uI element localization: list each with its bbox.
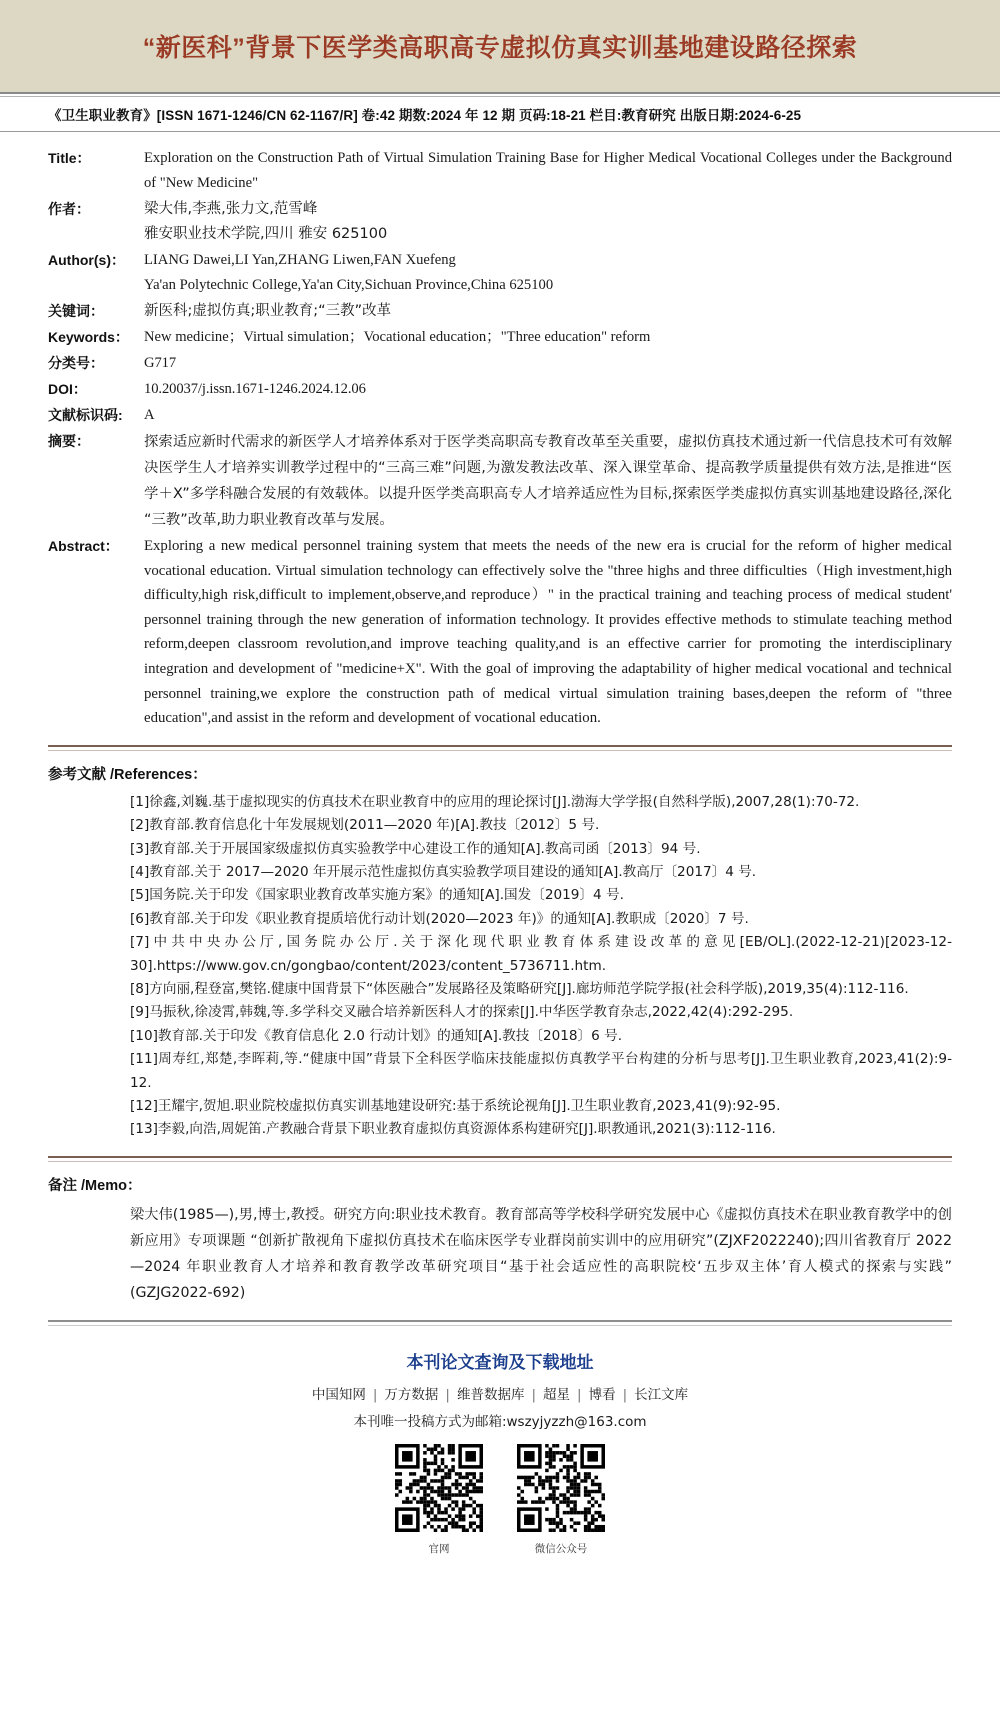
field-clc bbox=[48, 351, 952, 376]
field-doi bbox=[48, 377, 952, 402]
footer-submission-mail: 本刊唯一投稿方式为邮箱:wszyjyzzh@163.com bbox=[353, 1413, 647, 1430]
authors-en-names: LIANG Dawei,LI Yan,ZHANG Liwen,FAN Xuefeng bbox=[144, 252, 456, 268]
field-value-abstract-en: Exploring a new medical personnel training system that meets the needs of the new era is crucial for the reform of higher medical vocational education. Virtual simulation technology can effectively solve the "three highs and three difficulties（High investment,high difficulty,high risk,difficult to implement,observe,and reproduce）" in the practical training and teaching process of medical student' personnel training through the new generation of information technology. It provides effective methods to stimulate teaching method reform,deepen classroom revolution,and improve teaching quality,and is an effective carrier for promoting the interdisciplinary integration and development of "medicine+X". With the goal of improving the adaptability of higher medical vocational and technical personnel training,we explore the construction path of medical virtual simulation training bases,deepen the reform of "three education",and assist in the reform and development of vocational education. bbox=[144, 538, 952, 727]
field-label-keywords-cn: 关键词： bbox=[48, 303, 104, 319]
field-value-document-code: A bbox=[144, 407, 155, 423]
footer-database-link[interactable]: 超星 bbox=[543, 1386, 571, 1403]
footer-database-link[interactable]: 维普数据库 bbox=[456, 1386, 525, 1403]
footer-database-link[interactable]: 长江文库 bbox=[634, 1386, 689, 1403]
reference-item: [2]教育部.教育信息化十年发展规划(2011—2020 年)[A].教技〔2012〕5 号. bbox=[130, 817, 600, 834]
memo-body: 梁大伟(1985—),男,博士,教授。研究方向:职业技术教育。教育部高等学校科学研究发展中心《虚拟仿真技术在职业教育教学中的创新应用》专项课题 “创新扩散视角下虚拟仿真技术在临床医学专业群岗前实训中的应用研究”(ZJXF2022240);四川省教育厅 2022—2024 年职业教育人才培养和教育教学改革研究项目“基于社会适应性的高职院校‘五步双主体’育人模式的探索与实践”(GZJG2022-692) bbox=[130, 1206, 952, 1301]
references-list bbox=[0, 791, 1000, 1142]
authors-en-affiliation: Ya'an Polytechnic College,Ya'an City,Sichuan Province,China 625100 bbox=[144, 277, 554, 293]
metadata-fields bbox=[0, 132, 1000, 731]
reference-item: [5]国务院.关于印发《国家职业教育改革实施方案》的通知[A].国发〔2019〕4 号. bbox=[130, 887, 624, 904]
reference-item: [6]教育部.关于印发《职业教育提质培优行动计划(2020—2023 年)》的通知[A].教职成〔2020〕7 号. bbox=[130, 910, 749, 927]
field-label-authors-en: Author(s)： bbox=[48, 252, 125, 268]
field-value-abstract-cn: 探索适应新时代需求的新医学人才培养体系对于医学类高职高专教育改革至关重要，虚拟仿真技术通过新一代信息技术可有效解决医学生人才培养实训教学过程中的“三高三难”问题,为激发教法改革、深入课堂革命、提高教学质量提供有效方法,是推进“医学＋X”多学科融合发展的有效载体。以提升医学类高职高专人才培养适应性为目标,探索医学类虚拟仿真实训基地建设路径,深化“三教”改革,助力职业教育改革与发展。 bbox=[144, 434, 952, 528]
field-value-keywords-cn: 新医科;虚拟仿真;职业教育;“三教”改革 bbox=[144, 303, 392, 319]
field-keywords-en bbox=[48, 325, 952, 350]
field-document-code bbox=[48, 403, 952, 428]
reference-item: [4]教育部.关于 2017—2020 年开展示范性虚拟仿真实验教学项目建设的通知[A].教高厅〔2017〕4 号. bbox=[130, 863, 757, 880]
footer-divider: | bbox=[445, 1386, 450, 1403]
field-value-doi[interactable]: 10.20037/j.issn.1671-1246.2024.12.06 bbox=[144, 381, 366, 397]
field-authors-cn bbox=[48, 197, 952, 247]
authors-cn-affiliation: 雅安职业技术学院,四川 雅安 625100 bbox=[144, 226, 388, 242]
field-label-keywords-en: Keywords： bbox=[48, 329, 129, 345]
field-keywords-cn bbox=[48, 299, 952, 324]
field-label-clc: 分类号： bbox=[48, 355, 104, 371]
footer-database-link[interactable]: 博看 bbox=[588, 1386, 616, 1403]
qr-code-icon[interactable] bbox=[517, 1444, 605, 1537]
qr-code-block bbox=[517, 1444, 605, 1556]
qr-code-row bbox=[0, 1444, 1000, 1556]
journal-meta-line: 《卫生职业教育》[ISSN 1671-1246/CN 62-1167/R] 卷:42 期数:2024 年 12 期 页码:18-21 栏目:教育研究 出版日期:2024-6-25 bbox=[48, 108, 802, 123]
reference-item: [12]王耀宇,贺旭.职业院校虚拟仿真实训基地建设研究:基于系统论视角[J].卫生职业教育,2023,41(9):92-95. bbox=[130, 1098, 781, 1115]
footer-divider: | bbox=[531, 1386, 537, 1403]
field-value-keywords-en: New medicine；Virtual simulation；Vocational education；"Three education" reform bbox=[144, 329, 651, 345]
footer-divider: | bbox=[622, 1386, 628, 1403]
reference-item: [11]周寿红,郑楚,李晖莉,等.“健康中国”背景下全科医学临床技能虚拟仿真教学平台构建的分析与思考[J].卫生职业教育,2023,41(2):9-12. bbox=[130, 1051, 952, 1091]
field-value-authors-en bbox=[144, 248, 952, 298]
footer-separator bbox=[48, 1320, 952, 1326]
field-value-clc: G717 bbox=[144, 355, 177, 371]
field-abstract-cn bbox=[48, 429, 952, 533]
reference-item: [13]李毅,向浩,周妮笛.产教融合背景下职业教育虚拟仿真资源体系构建研究[J].职教通讯,2021(3):112-116. bbox=[130, 1121, 776, 1138]
reference-item: [9]马振秋,徐凌霄,韩魏,等.多学科交叉融合培养新医科人才的探索[J].中华医学教育杂志,2022,42(4):292-295. bbox=[130, 1004, 794, 1021]
qr-code-caption: 微信公众号 bbox=[534, 1542, 588, 1555]
field-label-abstract-cn: 摘要： bbox=[48, 433, 90, 449]
footer-title: 本刊论文查询及下载地址 bbox=[406, 1352, 594, 1372]
qr-code-block bbox=[395, 1444, 483, 1556]
footer bbox=[0, 1338, 1000, 1556]
page-title: “新医科”背景下医学类高职高专虚拟仿真实训基地建设路径探索 bbox=[142, 34, 858, 62]
reference-item: [7]中共中央办公厅,国务院办公厅.关于深化现代职业教育体系建设改革的意见[EB/OL].(2022-12-21)[2023-12-30].https://www.gov.cn/gongbao/content/2023/content_5736711.htm. bbox=[130, 934, 952, 974]
memo-heading: 备注 /Memo： bbox=[48, 1177, 142, 1194]
references-heading: 参考文献 /References： bbox=[48, 766, 207, 783]
footer-database-link[interactable]: 万方数据 bbox=[384, 1386, 439, 1403]
footer-divider: | bbox=[577, 1386, 582, 1403]
field-abstract-en bbox=[48, 534, 952, 731]
footer-database-link[interactable]: 中国知网 bbox=[311, 1386, 366, 1403]
field-label-title: Title： bbox=[48, 150, 91, 166]
field-value-title: Exploration on the Construction Path of Virtual Simulation Training Base for Higher Medical Vocational Colleges under the Background of "New Medicine" bbox=[144, 150, 952, 191]
footer-divider: | bbox=[372, 1386, 378, 1403]
field-authors-en bbox=[48, 248, 952, 298]
reference-item: [1]徐鑫,刘巍.基于虚拟现实的仿真技术在职业教育中的应用的理论探讨[J].渤海大学学报(自然科学版),2007,28(1):70-72. bbox=[130, 793, 860, 810]
reference-item: [10]教育部.关于印发《教育信息化 2.0 行动计划》的通知[A].教技〔2018〕6 号. bbox=[130, 1027, 623, 1044]
field-label-abstract-en: Abstract： bbox=[48, 538, 119, 554]
memo-separator bbox=[48, 1156, 952, 1162]
references-separator bbox=[48, 745, 952, 751]
qr-code-caption: 官网 bbox=[428, 1542, 450, 1555]
qr-code-icon[interactable] bbox=[395, 1444, 483, 1537]
field-title bbox=[48, 146, 952, 196]
footer-database-list bbox=[0, 1383, 1000, 1403]
field-label-doi: DOI： bbox=[48, 381, 87, 397]
page-banner bbox=[0, 0, 1000, 92]
field-label-authors-cn: 作者： bbox=[48, 201, 90, 217]
reference-item: [8]方向丽,程登富,樊铭.健康中国背景下“体医融合”发展路径及策略研究[J].廊坊师范学院学报(社会科学版),2019,35(4):112-116. bbox=[130, 981, 909, 997]
field-label-document-code: 文献标识码: bbox=[48, 407, 123, 423]
field-value-authors-cn bbox=[144, 197, 952, 247]
reference-item: [3]教育部.关于开展国家级虚拟仿真实验教学中心建设工作的通知[A].教高司函〔2013〕94 号. bbox=[130, 840, 701, 857]
authors-cn-names: 梁大伟,李燕,张力文,范雪峰 bbox=[144, 201, 318, 217]
